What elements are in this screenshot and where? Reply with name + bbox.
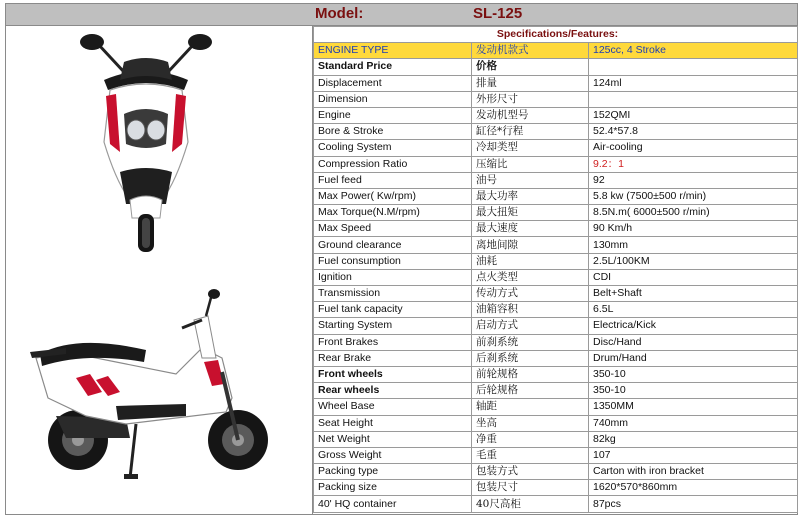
spec-cn-label: 包装尺寸 (472, 480, 589, 496)
spec-label: Front Brakes (314, 334, 472, 350)
spec-label: Dimension (314, 91, 472, 107)
spec-cn-label: 油耗 (472, 253, 589, 269)
spec-value: Disc/Hand (589, 334, 798, 350)
spec-cn-label: 发动机型号 (472, 107, 589, 123)
model-label: Model: (315, 5, 364, 22)
spec-label: Fuel consumption (314, 253, 472, 269)
spec-row (314, 480, 798, 496)
spec-row (314, 75, 798, 91)
spec-value: Carton with iron bracket (589, 464, 798, 480)
spec-label: Displacement (314, 75, 472, 91)
spec-cn-label: 后轮规格 (472, 383, 589, 399)
spec-value: 87pcs (589, 496, 798, 512)
spec-value: Electrica/Kick (589, 318, 798, 334)
spec-label: Engine (314, 107, 472, 123)
spec-value: 350-10 (589, 383, 798, 399)
spec-value: 152QMI (589, 107, 798, 123)
spec-row (314, 318, 798, 334)
spec-cn-label: 冷却类型 (472, 140, 589, 156)
spec-row (314, 140, 798, 156)
spec-label: Gross Weight (314, 447, 472, 463)
spec-cn-label: 前刹系统 (472, 334, 589, 350)
spec-row (314, 496, 798, 512)
spec-row (314, 269, 798, 285)
spec-cn-label: 排量 (472, 75, 589, 91)
engine-type-value: 125cc, 4 Stroke (589, 43, 798, 59)
spec-value: 350-10 (589, 366, 798, 382)
table-title: Specifications/Features: (314, 27, 798, 43)
spec-row (314, 107, 798, 123)
spec-value: 124ml (589, 75, 798, 91)
spec-row (314, 156, 798, 172)
spec-label: Max Torque(N.M/rpm) (314, 205, 472, 221)
spec-label: Ground clearance (314, 237, 472, 253)
standard-price-value (589, 59, 798, 75)
spec-value: 92 (589, 172, 798, 188)
spec-cn-label: 油号 (472, 172, 589, 188)
spec-label: Starting System (314, 318, 472, 334)
scooter-front-view (76, 32, 216, 254)
spec-value: 90 Km/h (589, 221, 798, 237)
spec-row (314, 350, 798, 366)
engine-type-row (314, 43, 798, 59)
engine-type-cn-label: 发动机款式 (472, 43, 589, 59)
spec-cn-label: 坐高 (472, 415, 589, 431)
spec-value: 9.2：1 (589, 156, 798, 172)
spec-cn-label: 压缩比 (472, 156, 589, 172)
spec-label: Rear Brake (314, 350, 472, 366)
spec-label: Max Power( Kw/rpm) (314, 188, 472, 204)
spec-cn-label: 点火类型 (472, 269, 589, 285)
spec-label: Seat Height (314, 415, 472, 431)
spec-row (314, 334, 798, 350)
photo-column (6, 26, 313, 514)
spec-row (314, 253, 798, 269)
spec-row (314, 124, 798, 140)
spec-value: CDI (589, 269, 798, 285)
spec-cn-label: 最大速度 (472, 221, 589, 237)
engine-type-label: ENGINE TYPE (314, 43, 472, 59)
spec-label: Fuel tank capacity (314, 302, 472, 318)
spec-row (314, 91, 798, 107)
header-bar (6, 4, 797, 26)
spec-value: 1620*570*860mm (589, 480, 798, 496)
spec-cn-label: 净重 (472, 431, 589, 447)
spec-cn-label: 轴距 (472, 399, 589, 415)
spec-cn-label: 启动方式 (472, 318, 589, 334)
spec-cn-label: 传动方式 (472, 286, 589, 302)
spec-value: 740mm (589, 415, 798, 431)
spec-row (314, 205, 798, 221)
spec-label: Net Weight (314, 431, 472, 447)
spec-label: Ignition (314, 269, 472, 285)
spec-cn-label: 外形尺寸 (472, 91, 589, 107)
spec-cn-label: 离地间隙 (472, 237, 589, 253)
spec-label: 40' HQ container (314, 496, 472, 512)
spec-row (314, 221, 798, 237)
spec-value: 2.5L/100KM (589, 253, 798, 269)
spec-value (589, 91, 798, 107)
spec-cn-label: 油箱容积 (472, 302, 589, 318)
spec-cn-label: 包装方式 (472, 464, 589, 480)
spec-cn-label: 后刹系统 (472, 350, 589, 366)
spec-value: 5.8 kw (7500±500 r/min) (589, 188, 798, 204)
spec-row (314, 431, 798, 447)
spec-value: Belt+Shaft (589, 286, 798, 302)
spec-value: 8.5N.m( 6000±500 r/min) (589, 205, 798, 221)
spec-row (314, 399, 798, 415)
spec-cn-label: 最大扭矩 (472, 205, 589, 221)
spec-table (313, 26, 798, 513)
spec-value: 1350MM (589, 399, 798, 415)
standard-price-label: Standard Price (314, 59, 472, 75)
scooter-side-view (26, 288, 276, 504)
spec-cn-label: 毛重 (472, 447, 589, 463)
standard-price-row (314, 59, 798, 75)
standard-price-cn-label: 价格 (472, 59, 589, 75)
spec-cn-label: 缸径*行程 (472, 124, 589, 140)
spec-cn-label: 40尺高柜 (472, 496, 589, 512)
spec-label: Cooling System (314, 140, 472, 156)
spec-row (314, 172, 798, 188)
spec-value: 130mm (589, 237, 798, 253)
spec-row (314, 415, 798, 431)
spec-cn-label: 前轮规格 (472, 366, 589, 382)
spec-label: Max Speed (314, 221, 472, 237)
spec-row (314, 383, 798, 399)
spec-label: Compression Ratio (314, 156, 472, 172)
spec-label: Transmission (314, 286, 472, 302)
model-value: SL-125 (473, 5, 523, 22)
spec-value: 6.5L (589, 302, 798, 318)
spec-value: 52.4*57.8 (589, 124, 798, 140)
spec-label: Fuel feed (314, 172, 472, 188)
spec-row (314, 237, 798, 253)
spec-row (314, 464, 798, 480)
spec-label: Front wheels (314, 366, 472, 382)
spec-label: Rear wheels (314, 383, 472, 399)
spec-value: 107 (589, 447, 798, 463)
spec-value: 82kg (589, 431, 798, 447)
spec-row (314, 447, 798, 463)
spec-row (314, 286, 798, 302)
spec-label: Packing size (314, 480, 472, 496)
spec-label: Packing type (314, 464, 472, 480)
spec-sheet (5, 3, 798, 515)
spec-value: Drum/Hand (589, 350, 798, 366)
spec-row (314, 366, 798, 382)
spec-label: Bore & Stroke (314, 124, 472, 140)
table-title-row (314, 27, 798, 43)
spec-cn-label: 最大功率 (472, 188, 589, 204)
spec-label: Wheel Base (314, 399, 472, 415)
spec-row (314, 302, 798, 318)
spec-value: Air-cooling (589, 140, 798, 156)
spec-row (314, 188, 798, 204)
